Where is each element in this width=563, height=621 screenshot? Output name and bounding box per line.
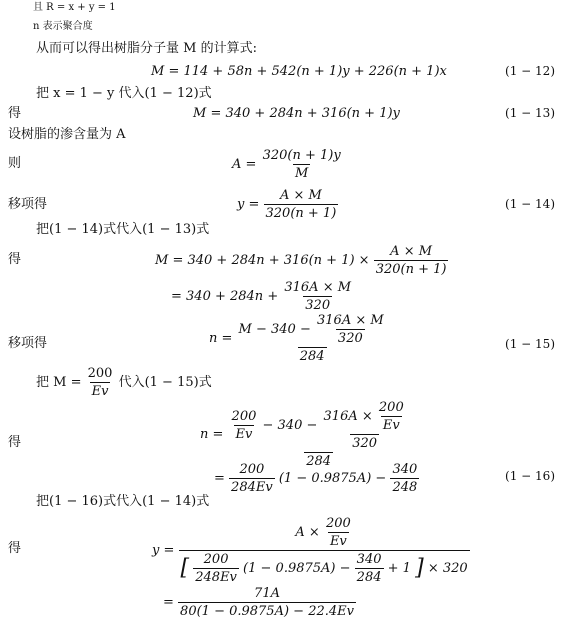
den-frac-b-den: 284 <box>356 570 382 585</box>
frac-b-inner-num: 200 <box>378 400 404 415</box>
label-de: 得 <box>8 435 22 450</box>
fraction <box>374 244 449 277</box>
frac-a-num: 200 <box>239 462 265 477</box>
left-bracket: [ <box>180 555 190 581</box>
eq-tag-1-14: (1 − 14) <box>505 197 555 211</box>
num-frac-den: Ev <box>329 534 347 549</box>
den-mid: (1 − 0.9875A) − <box>243 561 351 576</box>
frac-a-den: 284Ev <box>231 480 273 495</box>
den-frac-b-num: 340 <box>356 552 382 567</box>
mid-text: − 340 − <box>262 418 318 433</box>
frac-b-inner-den: Ev <box>382 418 400 433</box>
frac-b-den: 248 <box>392 480 418 495</box>
denominator: Ev <box>91 384 109 399</box>
equation-a <box>232 148 343 181</box>
numerator <box>228 400 410 452</box>
denominator: 320 <box>305 298 331 313</box>
equation-1-12: M = 114 + 58n + 542(n + 1)y + 226(n + 1)x <box>151 64 447 79</box>
eq-sign: = <box>214 471 225 486</box>
text-line: 设树脂的渗含量为 A <box>8 127 126 142</box>
text-line: 从而可以得出树脂分子量 M 的计算式: <box>36 41 257 56</box>
eq-lhs: y = <box>237 197 260 212</box>
fraction-a <box>229 462 275 495</box>
equation-n-subst <box>200 400 410 469</box>
eq-lhs: M = 340 + 284n + 316(n + 1) × <box>155 253 370 268</box>
denominator: M <box>294 166 309 181</box>
eq-tag-1-12: (1 − 12) <box>505 64 555 78</box>
inner-numerator: 316A × M <box>317 313 384 328</box>
numerator-text: M − 340 − <box>238 322 311 337</box>
equation-1-13: M = 340 + 284n + 316(n + 1)y <box>193 106 400 121</box>
text-line: 把(1 − 16)式代入(1 − 14)式 <box>36 494 210 509</box>
fraction <box>228 400 410 469</box>
den-fraction-b <box>355 552 384 585</box>
fraction <box>179 516 470 585</box>
frac-b-num <box>322 400 408 434</box>
frac-a-den: Ev <box>235 427 253 442</box>
numerator: A × M <box>390 244 433 259</box>
label-de: 得 <box>8 252 22 267</box>
num-pre: A × <box>295 525 320 540</box>
denominator <box>179 550 470 585</box>
eq-tag-1-16: (1 − 16) <box>505 469 555 483</box>
num-fraction <box>324 516 353 549</box>
den-tail: × 320 <box>427 561 468 576</box>
label-yixiangde: 移项得 <box>8 336 48 351</box>
numerator: 200 <box>87 366 113 381</box>
numerator <box>293 516 354 550</box>
definition-line: n 表示聚合度 <box>33 21 93 32</box>
inner-fraction <box>315 313 386 346</box>
numerator: 320(n + 1)y <box>262 148 341 163</box>
label-yixiangde: 移项得 <box>8 197 48 212</box>
denominator: 320(n + 1) <box>265 206 337 221</box>
eq-lhs: n = <box>209 331 233 346</box>
fraction <box>264 188 339 221</box>
frac-b-inner <box>377 400 406 433</box>
equation-y-final <box>163 586 356 619</box>
fraction <box>261 148 343 181</box>
fraction-b <box>390 462 419 495</box>
substitution-line <box>36 366 212 399</box>
fraction <box>178 586 356 619</box>
equation-1-15 <box>209 313 388 364</box>
equation-1-14 <box>237 188 338 221</box>
text-pre: 把 M = <box>36 375 82 390</box>
numerator: 71A <box>254 586 280 601</box>
den-frac-a-den: 248Ev <box>195 570 237 585</box>
equation-m-simplified <box>171 280 353 313</box>
eq-lhs: A = <box>232 157 257 172</box>
den-post: + 1 <box>387 561 411 576</box>
condition-line: 且 R = x + y = 1 <box>33 2 116 13</box>
right-bracket: ] <box>415 555 424 581</box>
label-de: 得 <box>8 106 22 121</box>
den-frac-a-num: 200 <box>203 552 229 567</box>
equation-1-16 <box>214 462 419 495</box>
eq-lhs: n = <box>200 427 224 442</box>
equation-m-subst <box>155 244 448 277</box>
numerator: A × M <box>279 188 322 203</box>
denominator: 320(n + 1) <box>375 262 447 277</box>
text-post: 代入(1 − 15)式 <box>118 375 212 390</box>
text-line: 把(1 − 14)式代入(1 − 13)式 <box>36 222 210 237</box>
fraction <box>86 366 115 399</box>
eq-tag-1-13: (1 − 13) <box>505 106 555 120</box>
denominator: 284 <box>299 349 325 364</box>
fraction <box>282 280 353 313</box>
denominator: 284 <box>306 454 332 469</box>
inner-denominator: 320 <box>337 331 363 346</box>
frac-b-pre: 316A × <box>323 409 373 424</box>
eq-lhs: = 340 + 284n + <box>171 289 279 304</box>
numerator: 316A × M <box>284 280 352 295</box>
num-frac-num: 200 <box>325 516 351 531</box>
fraction <box>237 313 388 364</box>
frac-b-den: 320 <box>352 436 378 451</box>
fraction-b <box>322 400 408 451</box>
text-line: 把 x = 1 − y 代入(1 − 12)式 <box>36 86 212 101</box>
label-ze: 则 <box>8 156 22 171</box>
eq-sign: = <box>163 595 174 610</box>
equation-y-subst <box>152 516 470 585</box>
fraction-a <box>230 409 259 442</box>
label-de: 得 <box>8 541 22 556</box>
eq-lhs: y = <box>152 543 175 558</box>
eq-tag-1-15: (1 − 15) <box>505 337 555 351</box>
frac-b-num: 340 <box>392 462 418 477</box>
numerator <box>237 313 388 347</box>
frac-a-num: 200 <box>231 409 257 424</box>
denominator: 80(1 − 0.9875A) − 22.4Ev <box>180 604 354 619</box>
mid-text: (1 − 0.9875A) − <box>278 471 387 486</box>
den-fraction-a <box>193 552 239 585</box>
